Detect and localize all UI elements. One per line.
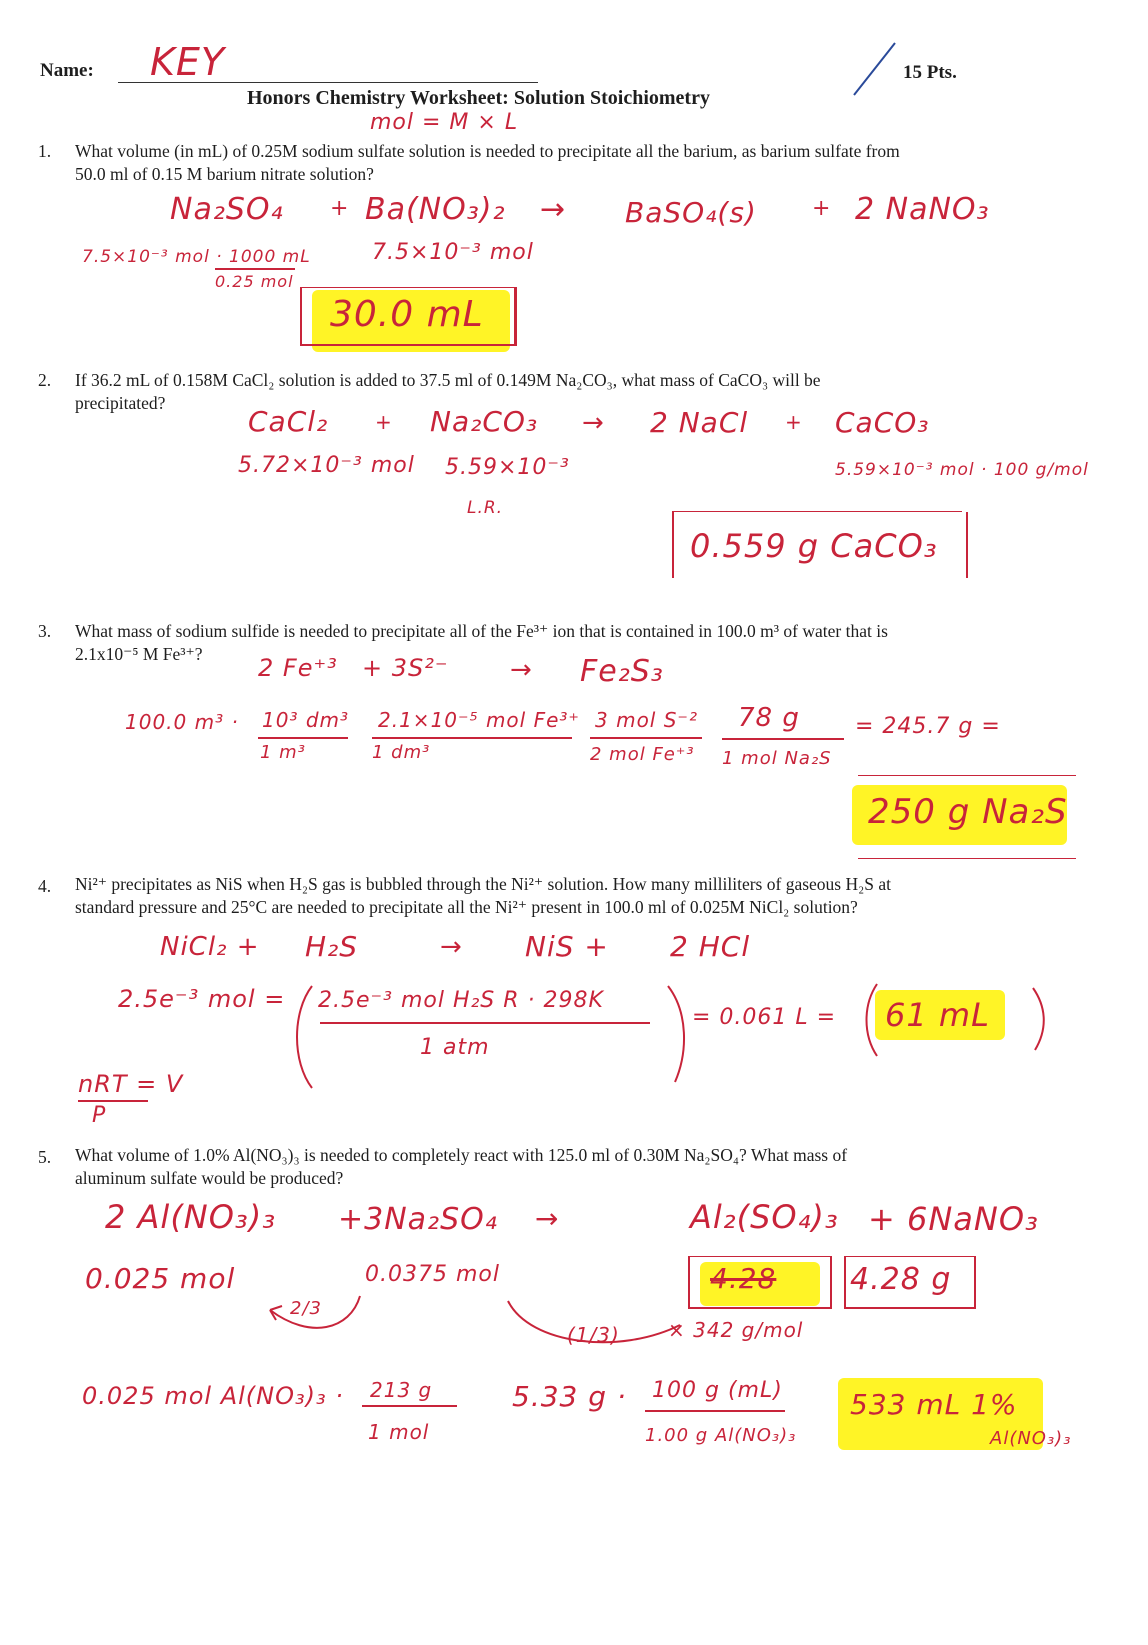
- question-5-text-line1: What volume of 1.0% Al(NO₃)₃ is needed to completely react with 125.0 ml of 0.30M Na₂SO₄? What mass of: [75, 1145, 848, 1165]
- q5-chain1-den: 1 mol: [368, 1420, 430, 1444]
- q1-eq-product1: BaSO₄(s): [625, 196, 757, 229]
- q5-answer: 533 mL 1%: [850, 1388, 1018, 1421]
- question-4-text-line1: Ni²⁺ precipitates as NiS when H₂S gas is bubbled through the Ni²⁺ solution. How many milliliters of gaseous H₂S at: [75, 874, 891, 894]
- q3-chain-factor4-den: 1 mol Na₂S: [722, 748, 832, 769]
- question-2-text-line2: precipitated?: [75, 393, 166, 413]
- q1-calc-fraction-bar: [215, 268, 295, 270]
- q5-eq-reactant1: 2 Al(NO₃)₃: [105, 1198, 277, 1236]
- page-title: Honors Chemistry Worksheet: Solution Stoichiometry: [247, 87, 710, 109]
- q5-eq-product2: + 6NaNO₃: [868, 1200, 1039, 1238]
- q1-eq-plus2: +: [812, 196, 832, 221]
- question-1-text-line2: 50.0 ml of 0.15 M barium nitrate solution?: [75, 164, 374, 184]
- question-5-text-line2: aluminum sulfate would be produced?: [75, 1168, 344, 1188]
- q1-eq-reactant1: Na₂SO₄: [170, 192, 284, 227]
- name-value: KEY: [150, 40, 226, 84]
- q2-na2co3-moles: 5.59×10⁻³: [445, 455, 570, 480]
- q4-eq-reactant1: NiCl₂ +: [160, 932, 260, 962]
- question-4-text-line2: standard pressure and 25°C are needed to precipitate all the Ni²⁺ present in 100.0 ml of 0.025M NiCl₂ solution?: [75, 897, 858, 917]
- q3-chain-result: = 245.7 g =: [855, 714, 1001, 739]
- q3-chain-factor2-num: 2.1×10⁻⁵ mol Fe³⁺: [378, 708, 580, 732]
- q3-eq-arrow: →: [510, 655, 533, 685]
- q5-eq-reactant2: +3Na₂SO₄: [338, 1202, 498, 1237]
- q4-eq-product1: NiS +: [525, 930, 609, 963]
- q2-eq-reactant2: Na₂CO₃: [430, 405, 539, 438]
- q5-molar-mass: × 342 g/mol: [668, 1318, 804, 1342]
- q1-eq-product2: 2 NaNO₃: [855, 192, 990, 227]
- q3-chain-bar4: [722, 738, 844, 740]
- score-slash: [850, 40, 900, 100]
- q3-chain-bar2: [372, 737, 572, 739]
- q5-eq-arrow: →: [535, 1202, 560, 1235]
- q5-chain1-num: 213 g: [370, 1378, 433, 1402]
- q4-ideal-gas-denominator: P: [92, 1103, 107, 1128]
- q1-eq-reactant2: Ba(NO₃)₂: [365, 192, 506, 227]
- q5-chain2-num: 100 g (mL): [652, 1378, 783, 1403]
- points-label: 15 Pts.: [903, 62, 957, 83]
- q4-gas-bar: [320, 1022, 650, 1024]
- name-label: Name:: [40, 60, 94, 81]
- q3-chain-factor4-num: 78 g: [738, 703, 800, 733]
- q2-eq-product1: 2 NaCl: [650, 406, 749, 439]
- q3-answer: 250 g Na₂S: [868, 792, 1068, 832]
- q4-eq-reactant2: H₂S: [305, 930, 359, 963]
- q2-cacl2-moles: 5.72×10⁻³ mol: [238, 453, 415, 478]
- q1-calc-denominator: 0.25 mol: [215, 272, 294, 291]
- q1-barium-moles: 7.5×10⁻³ mol: [372, 240, 534, 265]
- q4-ideal-gas-bar: [78, 1100, 148, 1102]
- q1-calc-numerator: 7.5×10⁻³ mol · 1000 mL: [82, 247, 311, 267]
- q4-liters: = 0.061 L =: [692, 1005, 837, 1030]
- q5-chain2-den: 1.00 g Al(NO₃)₃: [645, 1425, 797, 1446]
- q2-answer: 0.559 g CaCO₃: [690, 527, 938, 565]
- q3-eq-reactant2: + 3S²⁻: [362, 654, 449, 682]
- q3-chain-factor1-den: 1 m³: [260, 742, 306, 763]
- q2-limiting-reagent: L.R.: [467, 498, 504, 518]
- q3-chain-factor1-num: 10³ dm³: [262, 708, 350, 732]
- q4-eq-arrow: →: [440, 932, 463, 962]
- question-5-number: 5.: [38, 1147, 52, 1167]
- q3-chain-factor2-den: 1 dm³: [372, 742, 431, 763]
- q2-mass-calc: 5.59×10⁻³ mol · 100 g/mol: [835, 460, 1089, 480]
- q5-eq-product1: Al₂(SO₄)₃: [690, 1198, 839, 1236]
- q3-answer-box-bottom: [858, 858, 1076, 859]
- q5-na2so4-moles: 0.0375 mol: [365, 1262, 500, 1287]
- q3-chain-factor3-den: 2 mol Fe⁺³: [590, 744, 695, 765]
- q5-ratio: 2/3: [290, 1298, 322, 1319]
- q5-answer-subscript: Al(NO₃)₃: [990, 1428, 1072, 1449]
- formula-note: mol = M × L: [370, 110, 519, 135]
- q5-chain1: 0.025 mol Al(NO₃)₃ ·: [82, 1382, 344, 1410]
- q5-mass-answer: 4.28 g: [850, 1262, 952, 1297]
- question-2-text-line1: If 36.2 mL of 0.158M CaCl₂ solution is added to 37.5 ml of 0.149M Na₂CO₃, what mass of CaCO₃ will be: [75, 370, 821, 390]
- q2-eq-plus2: +: [785, 410, 803, 434]
- q5-chain2-bar: [645, 1410, 785, 1412]
- question-1-text-line1: What volume (in mL) of 0.25M sodium sulfate solution is needed to precipitate all the barium, as barium sulfate from: [75, 141, 900, 161]
- q1-answer: 30.0 mL: [330, 294, 484, 335]
- question-2-number: 2.: [38, 370, 52, 390]
- question-4-number: 4.: [38, 876, 52, 896]
- q3-eq-reactant1: 2 Fe⁺³: [258, 654, 338, 682]
- question-3-number: 3.: [38, 621, 52, 641]
- question-1-number: 1.: [38, 141, 52, 161]
- q3-chain-factor3-num: 3 mol S⁻²: [595, 708, 698, 732]
- q3-chain-bar3: [590, 737, 702, 739]
- q3-answer-box-top: [858, 775, 1076, 776]
- q3-chain-bar1: [258, 737, 348, 739]
- q4-gas-denominator: 1 atm: [420, 1035, 490, 1060]
- q5-third: (1/3): [567, 1323, 620, 1347]
- question-3-text-line1: What mass of sodium sulfide is needed to precipitate all of the Fe³⁺ ion that is contained in 100.0 m³ of water that is: [75, 621, 888, 641]
- question-3-text-line2: 2.1x10⁻⁵ M Fe³⁺?: [75, 644, 203, 664]
- q2-eq-reactant1: CaCl₂: [248, 405, 329, 438]
- q4-gas-calc: 2.5e⁻³ mol H₂S R · 298K: [318, 988, 604, 1013]
- q5-crossed-value: 4.28: [710, 1262, 777, 1295]
- q2-eq-plus1: +: [375, 410, 393, 434]
- q3-eq-product: Fe₂S₃: [580, 654, 664, 689]
- q4-moles: 2.5e⁻³ mol =: [118, 985, 286, 1013]
- q4-ideal-gas-formula: nRT = V: [78, 1070, 184, 1098]
- q5-chain1-bar: [362, 1405, 457, 1407]
- q2-eq-arrow: →: [582, 408, 605, 438]
- q2-eq-product2: CaCO₃: [835, 406, 930, 439]
- q1-eq-arrow: →: [540, 192, 567, 227]
- q4-eq-product2: 2 HCl: [670, 930, 751, 963]
- q5-al-moles: 0.025 mol: [85, 1262, 236, 1295]
- q5-chain2: 5.33 g ·: [512, 1380, 627, 1413]
- q1-eq-plus1: +: [330, 196, 350, 221]
- q3-chain-start: 100.0 m³ ·: [125, 710, 239, 734]
- q4-answer: 61 mL: [885, 996, 990, 1034]
